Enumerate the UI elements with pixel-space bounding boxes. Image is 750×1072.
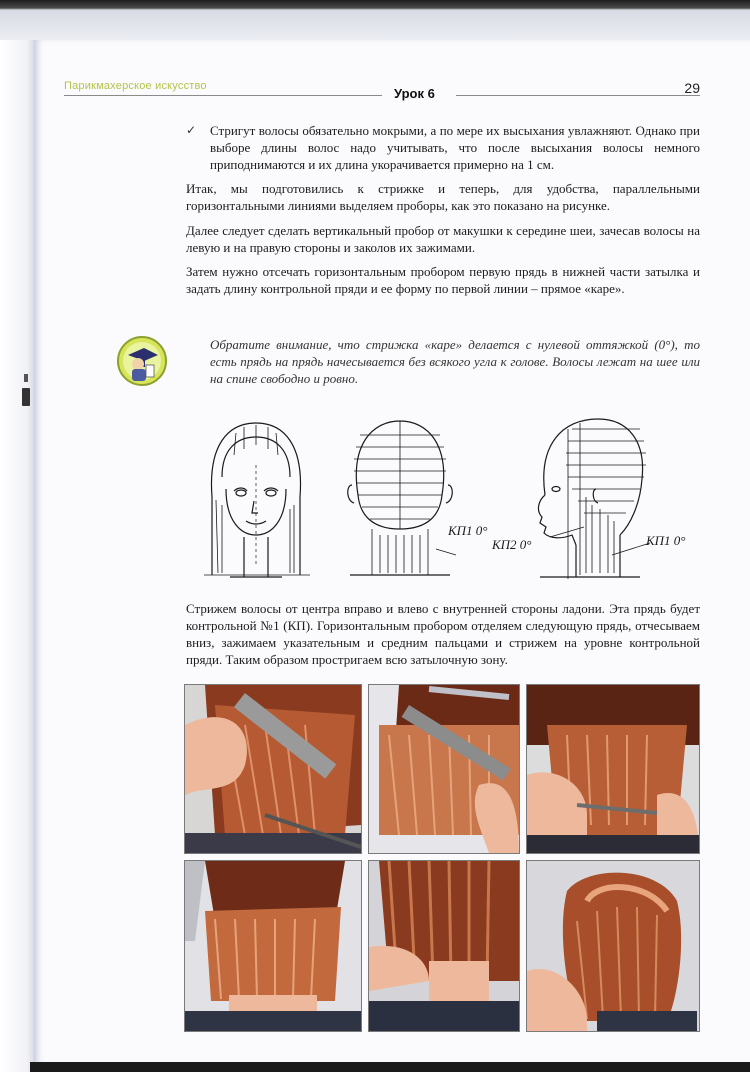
header-rule-left <box>64 95 382 96</box>
haircut-section-diagrams <box>200 405 710 590</box>
bullet-text: Стригут волосы обязательно мокрыми, а по мере их высыхания увлажняют. Однако при выборе длины волос надо учитывать, что после высыхания волосы немного приподнимаются и их длина укорачивается примерно на 1 см. <box>210 123 700 172</box>
binder-mark <box>22 388 30 406</box>
photo-comb-section <box>184 684 362 854</box>
book-title: Парикмахерское искусство <box>64 80 207 92</box>
photo-finger-hold <box>368 860 520 1032</box>
photo-finished-bob <box>526 860 700 1032</box>
running-head <box>64 80 700 102</box>
paragraph-after-diagrams: Стрижем волосы от центра вправо и влево с внутренней стороны ладони. Эта прядь будет контрольной №1 (КП). Горизонтальным пробором отделяем следующую прядь, отчесываем вниз, зажимаем указательным и средним пальцами и стрижем на уровне контрольной пряди. Таким образом простригаем всю затылочную зону. <box>186 601 700 667</box>
teacher-note-icon <box>116 335 168 387</box>
lesson-title: Урок 6 <box>394 86 435 101</box>
header-rule-right <box>456 95 700 96</box>
photo-back-section <box>184 860 362 1032</box>
back-head-diagram <box>348 421 456 575</box>
scan-bottom-edge <box>30 1062 750 1072</box>
page-number: 29 <box>684 80 700 96</box>
back-kp1-label: КП1 0° <box>448 523 488 538</box>
note-text: Обратите внимание, что стрижка «каре» делается с нулевой оттяжкой (0°), то есть прядь на прядь начесывается без всякого угла к голове. Волосы лежат на шее или на спине свободно и ровно. <box>210 337 700 386</box>
checkmark-icon: ✓ <box>186 123 197 137</box>
scan-top-edge <box>0 0 750 42</box>
photo-scissors-cut <box>526 684 700 854</box>
binding-strip <box>0 40 34 1072</box>
binder-mark-small <box>24 374 28 382</box>
paragraph-2: Далее следует сделать вертикальный пробор от макушки к середине шеи, зачесав волосы на левую и на правую стороны и заколов их зажимами. <box>186 223 700 255</box>
side-kp2-label: КП2 0° <box>492 537 532 552</box>
front-face-diagram <box>204 423 310 577</box>
photo-comb-cut <box>368 684 520 854</box>
side-head-diagram <box>538 419 650 579</box>
side-kp1-label: КП1 0° <box>646 533 686 548</box>
paragraph-3: Затем нужно отсечать горизонтальным пробором первую прядь в нижней части затылка и задать длину контрольной пряди и ее форму по первой линии – прямое «каре». <box>186 264 700 296</box>
paragraph-1: Итак, мы подготовились к стрижке и теперь, для удобства, параллельными горизонтальными линиями выделяем проборы, как это показано на рисунке. <box>186 181 700 213</box>
